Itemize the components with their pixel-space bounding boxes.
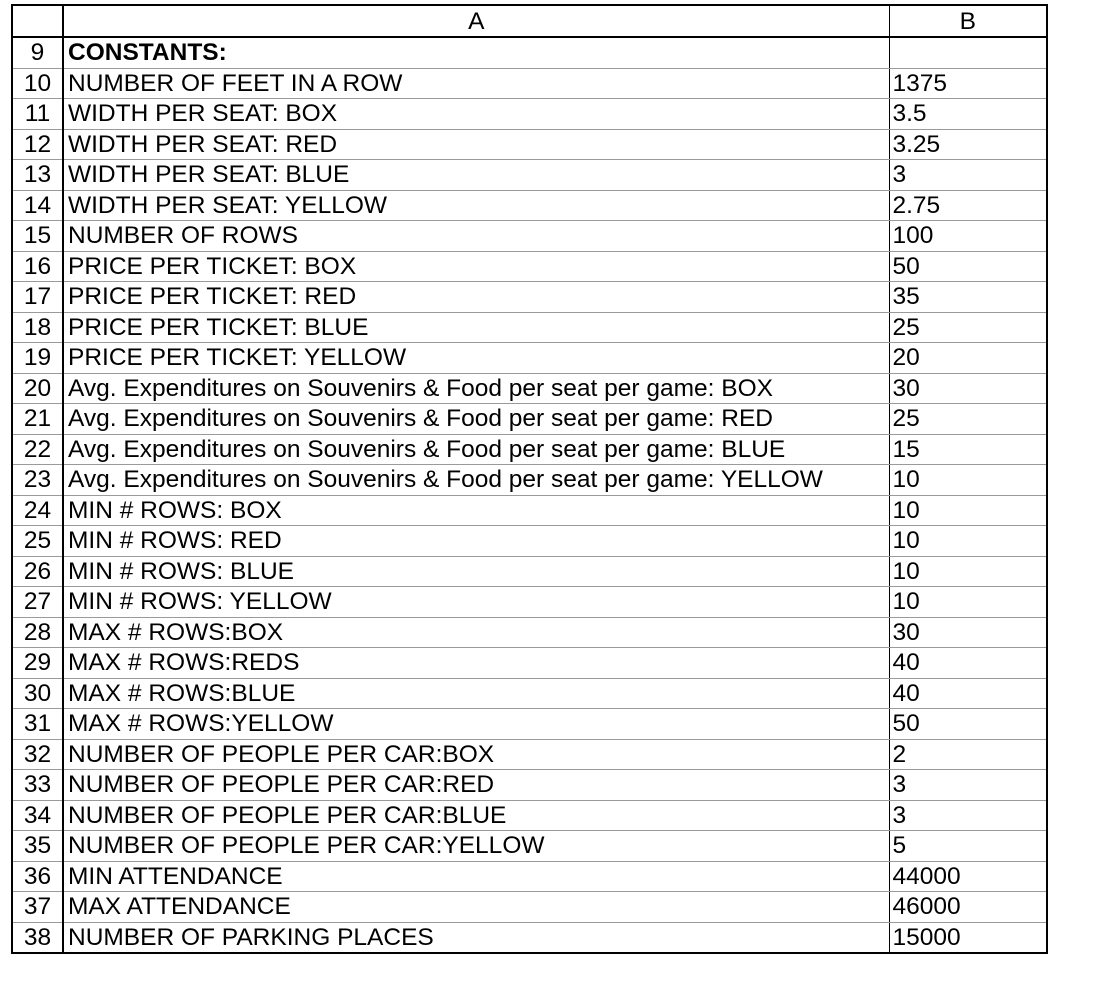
cell-value[interactable]: 40 bbox=[889, 648, 1047, 679]
cell-value[interactable]: 15000 bbox=[889, 922, 1047, 953]
cell-value[interactable]: 30 bbox=[889, 617, 1047, 648]
table-row bbox=[12, 373, 1047, 404]
row-header[interactable]: 37 bbox=[12, 892, 63, 923]
cell-value[interactable]: 2 bbox=[889, 739, 1047, 770]
row-header[interactable]: 22 bbox=[12, 434, 63, 465]
cell-value[interactable]: 3.5 bbox=[889, 99, 1047, 130]
cell-label[interactable]: NUMBER OF PEOPLE PER CAR:BOX bbox=[63, 739, 889, 770]
cell-label[interactable]: NUMBER OF PEOPLE PER CAR:YELLOW bbox=[63, 831, 889, 862]
row-header[interactable]: 30 bbox=[12, 678, 63, 709]
cell-value[interactable]: 10 bbox=[889, 465, 1047, 496]
table-row bbox=[12, 343, 1047, 374]
table-row bbox=[12, 221, 1047, 252]
table-row bbox=[12, 465, 1047, 496]
row-header[interactable]: 27 bbox=[12, 587, 63, 618]
table-row bbox=[12, 129, 1047, 160]
row-header[interactable]: 38 bbox=[12, 922, 63, 953]
cell-label[interactable]: PRICE PER TICKET: BLUE bbox=[63, 312, 889, 343]
cell-label[interactable]: WIDTH PER SEAT: YELLOW bbox=[63, 190, 889, 221]
cell-value[interactable]: 15 bbox=[889, 434, 1047, 465]
cell-value[interactable]: 10 bbox=[889, 587, 1047, 618]
cell-label[interactable]: WIDTH PER SEAT: BLUE bbox=[63, 160, 889, 191]
cell-value[interactable] bbox=[889, 37, 1047, 68]
cell-label[interactable]: MAX ATTENDANCE bbox=[63, 892, 889, 923]
cell-label[interactable]: NUMBER OF PARKING PLACES bbox=[63, 922, 889, 953]
table-row bbox=[12, 160, 1047, 191]
row-header[interactable]: 33 bbox=[12, 770, 63, 801]
table-row bbox=[12, 709, 1047, 740]
cell-label[interactable]: NUMBER OF FEET IN A ROW bbox=[63, 68, 889, 99]
cell-label[interactable]: WIDTH PER SEAT: BOX bbox=[63, 99, 889, 130]
table-row bbox=[12, 251, 1047, 282]
row-header[interactable]: 32 bbox=[12, 739, 63, 770]
cell-label[interactable]: MAX # ROWS:BLUE bbox=[63, 678, 889, 709]
cell-label[interactable]: MIN # ROWS: BLUE bbox=[63, 556, 889, 587]
table-row bbox=[12, 37, 1047, 68]
row-header[interactable]: 36 bbox=[12, 861, 63, 892]
cell-label[interactable]: NUMBER OF PEOPLE PER CAR:BLUE bbox=[63, 800, 889, 831]
cell-value[interactable]: 44000 bbox=[889, 861, 1047, 892]
column-header-a[interactable]: A bbox=[63, 5, 889, 37]
table-row bbox=[12, 190, 1047, 221]
table-row bbox=[12, 404, 1047, 435]
cell-value[interactable]: 100 bbox=[889, 221, 1047, 252]
table-row bbox=[12, 861, 1047, 892]
table-row bbox=[12, 739, 1047, 770]
row-header[interactable]: 10 bbox=[12, 68, 63, 99]
column-header-b[interactable]: B bbox=[889, 5, 1047, 37]
cell-value[interactable]: 3 bbox=[889, 770, 1047, 801]
cell-label[interactable]: MIN # ROWS: YELLOW bbox=[63, 587, 889, 618]
table-row bbox=[12, 648, 1047, 679]
row-header[interactable]: 35 bbox=[12, 831, 63, 862]
table-row bbox=[12, 800, 1047, 831]
table-row bbox=[12, 678, 1047, 709]
cell-value[interactable]: 30 bbox=[889, 373, 1047, 404]
row-header[interactable]: 26 bbox=[12, 556, 63, 587]
cell-value[interactable]: 50 bbox=[889, 251, 1047, 282]
row-header[interactable]: 17 bbox=[12, 282, 63, 313]
table-row bbox=[12, 922, 1047, 953]
cell-label[interactable]: Avg. Expenditures on Souvenirs & Food per seat per game: BLUE bbox=[63, 434, 889, 465]
cell-value[interactable]: 2.75 bbox=[889, 190, 1047, 221]
cell-label[interactable]: Avg. Expenditures on Souvenirs & Food per seat per game: BOX bbox=[63, 373, 889, 404]
row-header[interactable]: 20 bbox=[12, 373, 63, 404]
cell-label[interactable]: NUMBER OF ROWS bbox=[63, 221, 889, 252]
cell-label[interactable]: MIN # ROWS: BOX bbox=[63, 495, 889, 526]
cell-label[interactable]: PRICE PER TICKET: RED bbox=[63, 282, 889, 313]
cell-value[interactable]: 50 bbox=[889, 709, 1047, 740]
select-all-corner[interactable] bbox=[12, 5, 63, 37]
cell-label[interactable]: MAX # ROWS:REDS bbox=[63, 648, 889, 679]
row-header[interactable]: 34 bbox=[12, 800, 63, 831]
spreadsheet-grid bbox=[11, 4, 1048, 954]
cell-label[interactable]: MIN ATTENDANCE bbox=[63, 861, 889, 892]
table-row bbox=[12, 99, 1047, 130]
cell-value[interactable]: 46000 bbox=[889, 892, 1047, 923]
cell-label[interactable]: PRICE PER TICKET: BOX bbox=[63, 251, 889, 282]
table-row bbox=[12, 526, 1047, 557]
cell-value[interactable]: 1375 bbox=[889, 68, 1047, 99]
cell-label[interactable]: MAX # ROWS:BOX bbox=[63, 617, 889, 648]
row-header[interactable]: 16 bbox=[12, 251, 63, 282]
cell-value[interactable]: 3 bbox=[889, 800, 1047, 831]
cell-label[interactable]: CONSTANTS: bbox=[63, 37, 889, 68]
cell-label[interactable]: Avg. Expenditures on Souvenirs & Food per seat per game: RED bbox=[63, 404, 889, 435]
table-row bbox=[12, 68, 1047, 99]
cell-value[interactable]: 35 bbox=[889, 282, 1047, 313]
column-header-row bbox=[12, 5, 1047, 37]
row-header[interactable]: 21 bbox=[12, 404, 63, 435]
cell-value[interactable]: 10 bbox=[889, 526, 1047, 557]
cell-value[interactable]: 25 bbox=[889, 404, 1047, 435]
cell-value[interactable]: 25 bbox=[889, 312, 1047, 343]
cell-label[interactable]: Avg. Expenditures on Souvenirs & Food per seat per game: YELLOW bbox=[63, 465, 889, 496]
row-header[interactable]: 29 bbox=[12, 648, 63, 679]
row-header[interactable]: 23 bbox=[12, 465, 63, 496]
table-row bbox=[12, 434, 1047, 465]
table-row bbox=[12, 892, 1047, 923]
cell-label[interactable]: MIN # ROWS: RED bbox=[63, 526, 889, 557]
table-row bbox=[12, 587, 1047, 618]
table-row bbox=[12, 312, 1047, 343]
table-row bbox=[12, 282, 1047, 313]
cell-value[interactable]: 3.25 bbox=[889, 129, 1047, 160]
row-header[interactable]: 28 bbox=[12, 617, 63, 648]
table-row bbox=[12, 556, 1047, 587]
row-header[interactable]: 9 bbox=[12, 37, 63, 68]
table-row bbox=[12, 770, 1047, 801]
row-header[interactable]: 11 bbox=[12, 99, 63, 130]
cell-value[interactable]: 3 bbox=[889, 160, 1047, 191]
cell-value[interactable]: 10 bbox=[889, 556, 1047, 587]
row-header[interactable]: 13 bbox=[12, 160, 63, 191]
cell-label[interactable]: WIDTH PER SEAT: RED bbox=[63, 129, 889, 160]
table-row bbox=[12, 831, 1047, 862]
cell-value[interactable]: 40 bbox=[889, 678, 1047, 709]
cell-label[interactable]: NUMBER OF PEOPLE PER CAR:RED bbox=[63, 770, 889, 801]
row-header[interactable]: 19 bbox=[12, 343, 63, 374]
row-header[interactable]: 24 bbox=[12, 495, 63, 526]
table-row bbox=[12, 617, 1047, 648]
row-header[interactable]: 31 bbox=[12, 709, 63, 740]
cell-label[interactable]: PRICE PER TICKET: YELLOW bbox=[63, 343, 889, 374]
row-header[interactable]: 15 bbox=[12, 221, 63, 252]
row-header[interactable]: 18 bbox=[12, 312, 63, 343]
row-header[interactable]: 14 bbox=[12, 190, 63, 221]
row-header[interactable]: 25 bbox=[12, 526, 63, 557]
row-header[interactable]: 12 bbox=[12, 129, 63, 160]
cell-value[interactable]: 10 bbox=[889, 495, 1047, 526]
cell-label[interactable]: MAX # ROWS:YELLOW bbox=[63, 709, 889, 740]
table-row bbox=[12, 495, 1047, 526]
cell-value[interactable]: 5 bbox=[889, 831, 1047, 862]
cell-value[interactable]: 20 bbox=[889, 343, 1047, 374]
